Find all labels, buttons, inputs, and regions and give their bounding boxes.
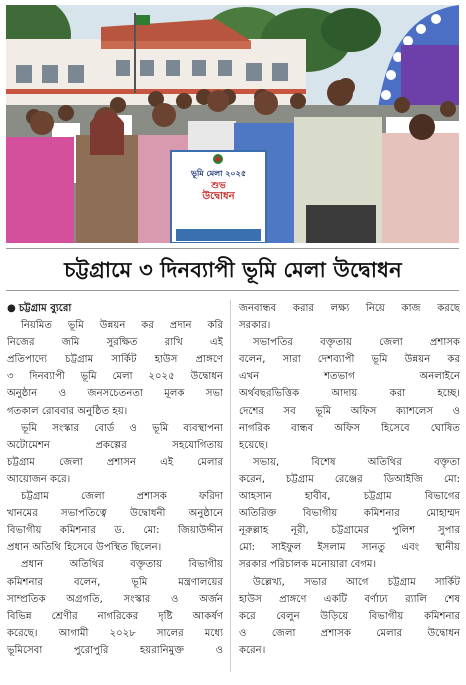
text-line: নিয়মিত ভূমি উন্নয়ন কর প্রদান করি [21,320,223,332]
text-line: আহসান হাবীব, চট্টগ্রাম বিভাগের [239,491,460,503]
article-left-column [7,300,223,659]
bullet-icon: ● [7,303,16,314]
text-line: হাউস প্রাঙ্গণে একটি বর্ণাঢ্য র‍্যালি শেষ [239,593,460,605]
text-line: সভায়, বিশেষ অতিথির বক্তৃতা [253,456,460,468]
text-line: খানমের সভাপতিত্বে উদ্বোধনী অনুষ্ঠানে [7,508,223,520]
text-line: ভূমিসেবা পুরোপুরি হয়রানিমুক্ত ও [7,644,223,656]
text-line: সভাপতির বক্তৃতায় জেলা প্রশাসক [253,337,460,349]
text-line: সরকার। [239,320,271,332]
text-line: কমিশনার বলেন, ভূমি মন্ত্রণালয়ের [7,576,223,588]
byline [7,300,223,317]
text-line: ও জেলা প্রশাসক মেলার উদ্বোধন [239,627,460,639]
text-line: সরকার পরিচালক মনোয়ারা বেগম। [239,559,377,571]
text-line: মো: সাইফুল ইসলাম সানতু এবং স্থানীয় [239,542,460,554]
text-line: প্রতিপাদ্যে চট্টগ্রাম সার্কিট হাউস প্রাঙ্গণে [7,354,223,366]
text-line: হয়েছে। [239,439,269,451]
text-line: অনুষ্ঠান ও জনসচেতনতা মূলক সভা [7,388,223,400]
text-line: এখন শতভাগ অনলাইনে [239,371,460,383]
text-line: প্রধান অতিথি হিসেবে উপস্থিত ছিলেন। [7,542,162,554]
text-line: প্রধান অতিথির বক্তৃতায় বিভাগীয় [21,559,223,571]
text-line: করে বেলুন উড়িয়ে বিভাগীয় কমিশনার [239,610,460,622]
text-line: নূরুল্লাহ নূরী, চট্টগ্রামের পুলিশ সুপার [239,525,460,537]
headline-top-rule [6,248,459,249]
text-line: উল্লেখ্য, সভার আগে চট্টগ্রাম সার্কিট [253,576,460,588]
column-divider [230,300,231,672]
text-line: সাম্প্রতিক অগ্রগতি, সংস্কার ও অর্জন [7,593,223,605]
text-line: বিভাগীয় কমিশনার ড. মো: জিয়াউদ্দীন [7,525,223,537]
news-photo [6,5,459,243]
text-line: গতকাল রোববার অনুষ্ঠিত হয়। [7,405,128,417]
text-line: করেছে। আগামী ২০২৮ সালের মধ্যে [7,627,223,639]
text-line: চট্টগ্রাম জেলা প্রশাসক ফরিদা [21,491,223,503]
text-line: অর্থবছরভিত্তিক আদায় করা হচ্ছে। [239,388,460,400]
text-line: করেন, চট্টগ্রাম রেঞ্জের ডিআইজি মো: [239,473,460,485]
text-line: আয়োজন করে। [7,473,71,485]
text-line: অটোমেশন প্রকল্পের সহযোগিতায় [7,439,223,451]
text-line: নিজের জমি সুরক্ষিত রাখি এই [7,337,223,349]
text-line: বিভিন্ন শ্রেণীর নাগরিকের দৃষ্টি আকর্ষণ [7,610,223,622]
text-line: অতিরিক্ত বিভাগীয় কমিশনার মোহাম্মদ [239,508,460,520]
text-line: করেন। [239,644,266,656]
text-line: ভূমি সংস্কার বোর্ড ও ভূমি ব্যবস্থাপনা [21,422,223,434]
text-line: চট্টগ্রাম জেলা প্রশাসন এই মেলার [7,456,223,468]
article-right-column [239,300,460,659]
banner-subtitle: শুভ [211,181,226,191]
text-line: দেশের সব ভূমি অফিস ক্যাশলেস ও [239,405,460,417]
banner-inauguration: উদ্বোধন [202,191,235,202]
text-line: নাগরিক বান্ধব অফিস হিসেবে ঘোষিত [239,422,460,434]
text-line: জনবান্ধব করার লক্ষ্য নিয়ে কাজ করছে [239,303,460,314]
byline-text: চট্টগ্রাম ব্যুরো [18,303,72,314]
headline-bottom-rule [6,290,459,291]
text-line: বলেন, সারা দেশব্যাপী ভূমি উন্নয়ন কর [239,354,460,366]
banner-title: ভূমি মেলা ২০২৫ [190,169,247,178]
headline: চট্টগ্রামে ৩ দিনব্যাপী ভূমি মেলা উদ্বোধন [64,258,402,282]
text-line: ৩ দিনব্যাপী ভূমি মেলা ২০২৫ উদ্বোধন [7,371,223,383]
